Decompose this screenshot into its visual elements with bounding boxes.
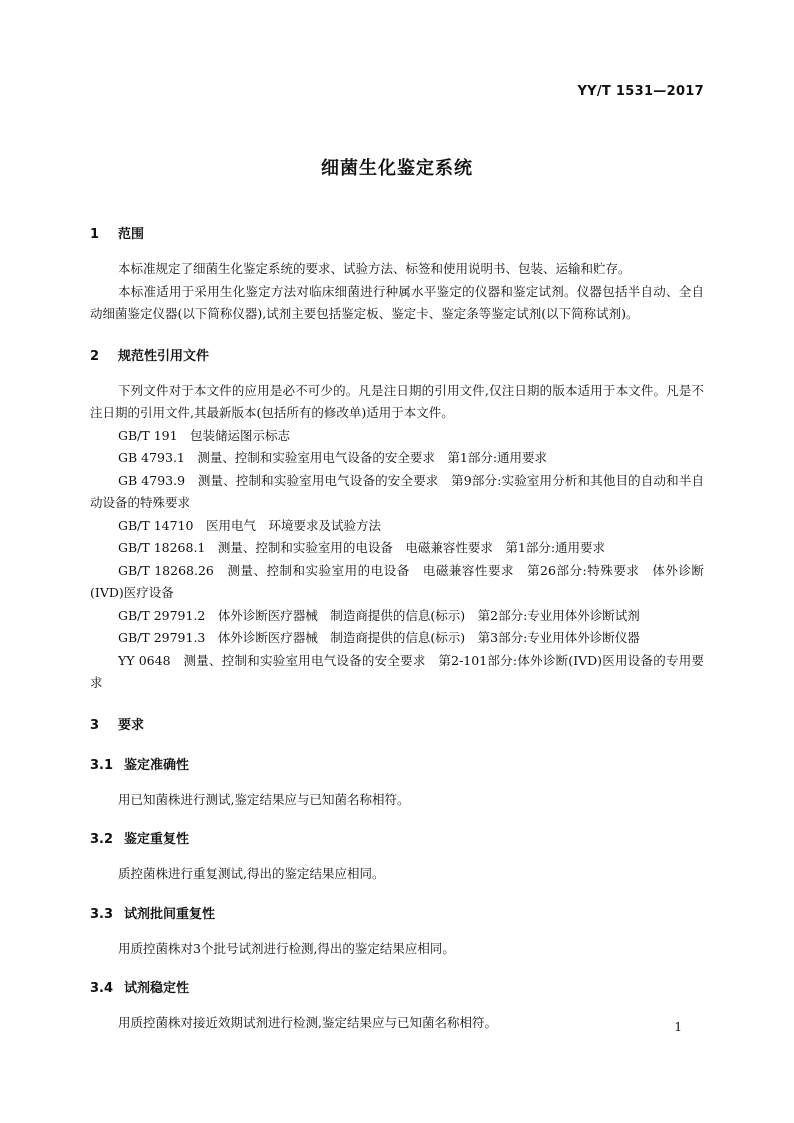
subsection-number: 3.4 [90, 981, 114, 996]
subsection-heading-batch-repeatability [90, 904, 704, 926]
subsection-title: 试剂稳定性 [124, 981, 190, 996]
section-title: 规范性引用文件 [118, 348, 210, 364]
reference-item: GB/T 191 包装储运图示标志 [118, 427, 291, 443]
subsection-number: 3.2 [90, 832, 114, 847]
section-heading-requirements [90, 715, 704, 737]
section-title: 范围 [118, 227, 145, 242]
section-number: 2 [90, 348, 100, 364]
section-number: 1 [90, 227, 100, 242]
section-number: 3 [90, 717, 100, 733]
reference-item: YY 0648 测量、控制和实验室用电气设备的安全要求 第2-101部分:体外诊断(IVD)医用设备的专用要求 [90, 652, 704, 690]
subsection-text: 用质控菌株对接近效期试剂进行检测,鉴定结果应与已知菌名称相符。 [118, 1015, 497, 1030]
section-heading-normative-references [90, 346, 704, 368]
subsection-title: 试剂批间重复性 [124, 906, 216, 922]
references-intro: 下列文件对于本文件的应用是必不可少的。凡是注日期的引用文件,仅注日期的版本适用于本文件。凡是不注日期的引用文件,其最新版本(包括所有的修改单)适用于本文件。 [90, 382, 704, 420]
subsection-text: 质控菌株进行重复测试,得出的鉴定结果应相同。 [118, 866, 385, 881]
subsection-text: 用质控菌株对3个批号试剂进行检测,得出的鉴定结果应相同。 [118, 940, 455, 956]
reference-item: GB/T 29791.2 体外诊断医疗器械 制造商提供的信息(标示) 第2部分:专业用体外诊断试剂 [118, 607, 640, 623]
reference-item: GB/T 14710 医用电气 环境要求及试验方法 [118, 517, 381, 533]
subsection-text: 用已知菌株进行测试,鉴定结果应与已知菌名称相符。 [118, 791, 410, 807]
subsection-heading-identification-repeatability [90, 829, 704, 851]
reference-item: GB 4793.1 测量、控制和实验室用电气设备的安全要求 第1部分:通用要求 [118, 450, 548, 465]
subsection-title: 鉴定准确性 [124, 757, 190, 773]
reference-item: GB/T 18268.1 测量、控制和实验室用的电设备 电磁兼容性要求 第1部分:通用要求 [118, 540, 606, 555]
scope-paragraph-1: 本标准规定了细菌生化鉴定系统的要求、试验方法、标签和使用说明书、包装、运输和贮存。 [118, 261, 631, 276]
document-body [90, 224, 704, 1035]
scope-paragraph-2: 本标准适用于采用生化鉴定方法对临床细菌进行种属水平鉴定的仪器和鉴定试剂。仪器包括半自动、全自动细菌鉴定仪器(以下简称仪器),试剂主要包括鉴定板、鉴定卡、鉴定条等鉴定试剂(以下简称试剂)。 [90, 283, 704, 321]
subsection-title: 鉴定重复性 [124, 832, 190, 847]
subsection-heading-reagent-stability [90, 978, 704, 1000]
page-number: 1 [674, 1020, 682, 1034]
reference-item: GB/T 18268.26 测量、控制和实验室用的电设备 电磁兼容性要求 第26部分:特殊要求 体外诊断(IVD)医疗设备 [90, 562, 704, 600]
subsection-heading-identification-accuracy [90, 755, 704, 777]
reference-item: GB/T 29791.3 体外诊断医疗器械 制造商提供的信息(标示) 第3部分:专业用体外诊断仪器 [118, 630, 640, 645]
subsection-number: 3.1 [90, 757, 114, 773]
section-heading-scope [90, 224, 704, 246]
document-title: 细菌生化鉴定系统 [321, 158, 473, 179]
section-title: 要求 [118, 717, 145, 733]
document-code: YY/T 1531—2017 [577, 84, 704, 99]
reference-item: GB 4793.9 测量、控制和实验室用电气设备的安全要求 第9部分:实验室用分析和其他目的自动和半自动设备的特殊要求 [90, 472, 704, 510]
subsection-number: 3.3 [90, 906, 114, 922]
